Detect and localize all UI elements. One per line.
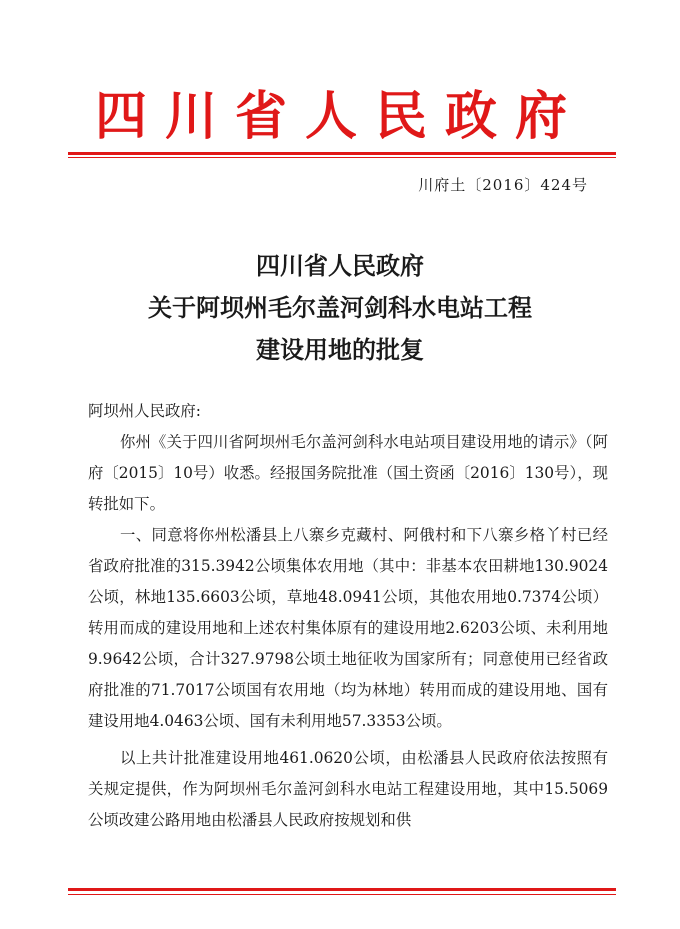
header-rule-thick bbox=[68, 152, 616, 155]
title-line-1: 四川省人民政府 bbox=[256, 251, 424, 280]
header-rule-thin bbox=[68, 157, 616, 158]
document-body bbox=[88, 396, 608, 836]
salutation: 阿坝州人民政府: bbox=[88, 402, 201, 420]
footer-rule-thin bbox=[68, 894, 616, 895]
document-title bbox=[0, 245, 680, 371]
title-line-3: 建设用地的批复 bbox=[256, 335, 424, 364]
paragraph-2: 一、同意将你州松潘县上八寨乡克藏村、阿俄村和下八寨乡格丫村已经省政府批准的315.3942公顷集体农用地（其中：非基本农田耕地130.9024公顷，林地135.6603公顷，草地48.0941公顷，其他农用地0.7374公顷）转用而成的建设用地和上述农村集体原有的建设用地2.6203公顷、未利用地9.9642公顷，合计327.9798公顷土地征收为国家所有；同意使用已经省政府批准的71.7017公顷国有农用地（均为林地）转用而成的建设用地、国有建设用地4.0463公顷、国有未利用地57.3353公顷。 bbox=[88, 526, 608, 730]
document-number: 川府土〔2016〕424号 bbox=[418, 176, 588, 194]
title-line-2: 关于阿坝州毛尔盖河剑科水电站工程 bbox=[148, 293, 532, 322]
paragraph-3: 以上共计批准建设用地461.0620公顷，由松潘县人民政府依法按照有关规定提供，作为阿坝州毛尔盖河剑科水电站工程建设用地，其中15.5069公顷改建公路用地由松潘县人民政府按规划和供 bbox=[88, 749, 608, 829]
issuer-masthead: 四川省人民政府 bbox=[94, 87, 585, 147]
paragraph-1: 你州《关于四川省阿坝州毛尔盖河剑科水电站项目建设用地的请示》（阿府〔2015〕10号）收悉。经报国务院批准（国土资函〔2016〕130号），现转批如下。 bbox=[88, 433, 608, 513]
footer-rule-thick bbox=[68, 888, 616, 891]
